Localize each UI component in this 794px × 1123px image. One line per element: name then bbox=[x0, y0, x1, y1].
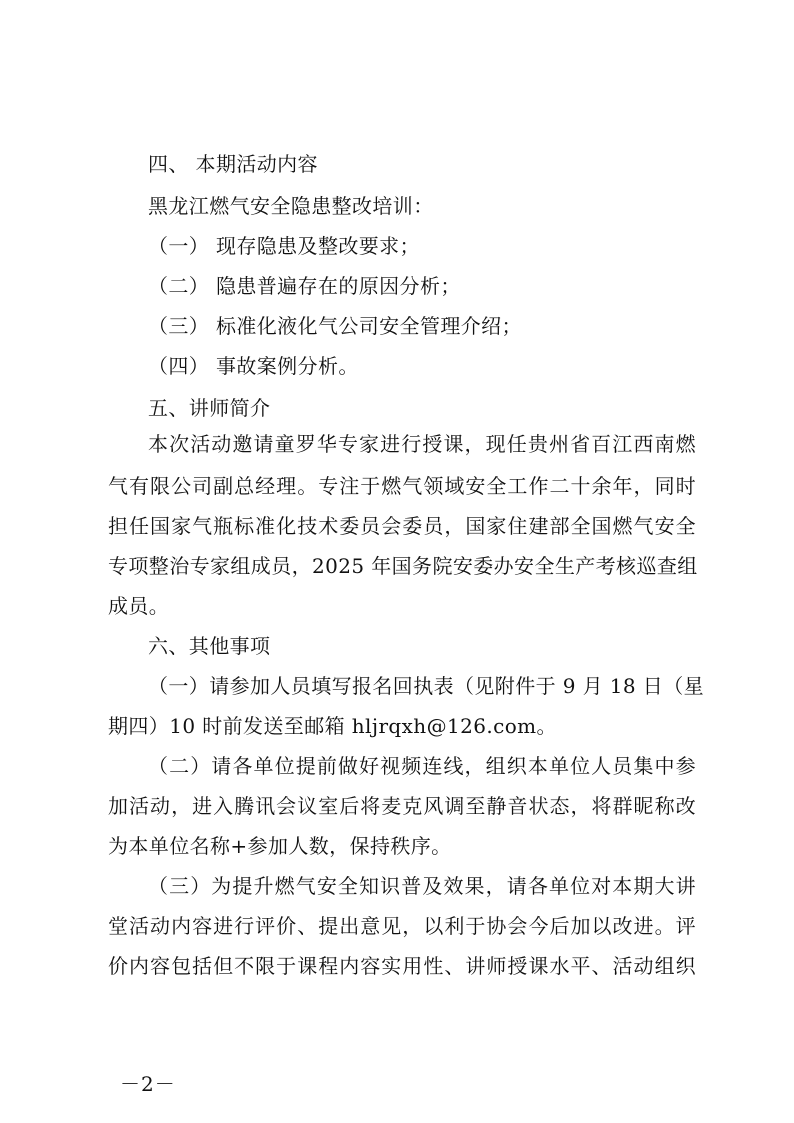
section-6-item-2-line-3: 为本单位名称+参加人数，保持秩序。 bbox=[108, 834, 452, 858]
section-5-line-2: 气有限公司副总经理。专注于燃气领域安全工作二十余年，同时 bbox=[108, 474, 696, 498]
section-5-line-1: 本次活动邀请童罗华专家进行授课，现任贵州省百江西南燃 bbox=[148, 432, 696, 456]
section-6-item-1-line-2: 期四）10 时前发送至邮箱 hljrqxh@126.com。 bbox=[108, 714, 557, 738]
section-5-heading: 五、讲师简介 bbox=[148, 396, 271, 420]
section-6-item-3-line-1: （三）为提升燃气安全知识普及效果，请各单位对本期大讲 bbox=[148, 874, 696, 898]
section-6-item-3-line-2: 堂活动内容进行评价、提出意见，以利于协会今后加以改进。评 bbox=[108, 914, 696, 938]
page-number: －2－ bbox=[120, 1072, 176, 1096]
section-6-heading: 六、其他事项 bbox=[148, 634, 271, 658]
section-4-heading: 四、 本期活动内容 bbox=[148, 152, 318, 176]
section-5-line-5: 成员。 bbox=[108, 594, 170, 618]
section-6-item-2-line-2: 加活动，进入腾讯会议室后将麦克风调至静音状态，将群昵称改 bbox=[108, 794, 696, 818]
section-4-item-1: （一） 现存隐患及整改要求； bbox=[148, 234, 420, 258]
section-4-item-3: （三） 标准化液化气公司安全管理介绍； bbox=[148, 314, 522, 338]
section-6-item-3-line-3: 价内容包括但不限于课程内容实用性、讲师授课水平、活动组织 bbox=[108, 954, 696, 978]
section-4-item-4: （四） 事故案例分析。 bbox=[148, 354, 359, 378]
section-4-intro: 黑龙江燃气安全隐患整改培训： bbox=[148, 194, 434, 218]
section-4-item-2: （二） 隐患普遍存在的原因分析； bbox=[148, 274, 461, 298]
section-6-item-2-line-1: （二）请各单位提前做好视频连线，组织本单位人员集中参 bbox=[148, 754, 696, 778]
section-5-line-4: 专项整治专家组成员，2025 年国务院安委办安全生产考核巡查组 bbox=[108, 554, 698, 578]
section-5-line-3: 担任国家气瓶标准化技术委员会委员，国家住建部全国燃气安全 bbox=[108, 514, 696, 538]
section-6-item-1-line-1: （一）请参加人员填写报名回执表（见附件于 9 月 18 日（星 bbox=[148, 674, 705, 698]
